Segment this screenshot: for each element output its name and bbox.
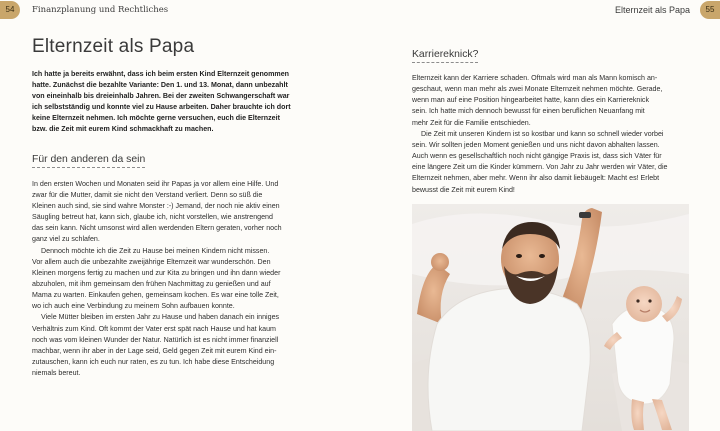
text-line: wo ich auch eine Verbindung zu meinem Sohn aufbauen konnte. xyxy=(32,302,235,311)
text-line: zwar für die Mutter, damit sie nicht den Verstand verliert. Denn so süß die xyxy=(32,190,263,199)
section-heading-right: Karriereknick? xyxy=(412,49,478,63)
text-line: keine Elternzeit nehmen. Ich möchte gerne versuchen, euch die Elternzeit xyxy=(32,114,280,123)
text-line: Vor allem auch die unbezahlte zweijährige Elternzeit war wunderschön. Den xyxy=(32,257,271,266)
right-running-head: Elternzeit als Papa xyxy=(614,5,690,15)
lead-paragraph xyxy=(32,69,308,136)
text-line: noch was vom kleinen Wunder der Natur. Natürlich ist es nicht immer finanziell xyxy=(32,335,279,344)
text-line: niemals bereut. xyxy=(32,369,81,378)
text-line: bzw. die Zeit mit eurem Kind schmackhaft zu machen. xyxy=(32,125,214,134)
text-line: Verhältnis zum Kind. Oft kommt der Vater erst spät nach Hause und hat kaum xyxy=(32,324,276,333)
father-eye-left xyxy=(516,254,522,258)
page-title: Elternzeit als Papa xyxy=(32,36,195,57)
body-paragraph-right-1 xyxy=(412,73,689,129)
text-line: geschaut, wenn man mehr als zwei Monate Elternzeit nehmen möchte. Gerade, xyxy=(412,85,663,94)
body-paragraph-3 xyxy=(32,312,308,379)
photo-illustration xyxy=(412,204,689,431)
father-eye-right xyxy=(539,254,545,258)
body-paragraph-1 xyxy=(32,179,308,246)
baby-eye-left xyxy=(636,299,639,302)
text-line: ich selbstständig und konnte viel zu Hause arbeiten. Daher brauchte ich dort xyxy=(32,103,291,112)
text-line: Säugling betreut hat, kann sich, glaube ich, nicht vorstellen, wie anstrengend xyxy=(32,213,273,222)
text-line: Kleinen auch sind, sie sind wahre Monster :-) Jemand, der noch nie aktiv einen xyxy=(32,201,280,210)
text-line: Auch wenn es gesellschaftlich noch nicht gängige Praxis ist, dass sich Väter für xyxy=(412,152,662,161)
text-line: Ich hatte ja bereits erwähnt, dass ich beim ersten Kind Elternzeit genommen xyxy=(32,70,290,78)
left-running-head: Finanzplanung und Rechtliches xyxy=(32,5,169,15)
baby-leg-left xyxy=(631,399,644,430)
left-page-content xyxy=(32,36,308,379)
text-line: abzuholen, mit ihm gemeinsam den frühen Nachmittag zu genießen und auf xyxy=(32,279,271,288)
baby-head xyxy=(626,286,662,322)
section-heading-left: Für den anderen da sein xyxy=(32,154,145,168)
text-line: bewusst die Zeit mit eurem Kind! xyxy=(412,185,515,194)
text-line: von eineinhalb bis dreieinhalb Jahren. Bei der zweiten Schwangerschaft war xyxy=(32,92,290,101)
right-page-content xyxy=(412,42,689,196)
text-line: Elternzeit nehmen, aber mehr. Wenn ihr also damit liebäugelt: Macht es! Erlebt xyxy=(412,174,660,183)
text-line: hatte. Zunächst die bezahlte Variante: Den 1. und 13. Monat, dann unbezahlt xyxy=(32,81,288,90)
text-line: Dennoch möchte ich die Zeit zu Hause bei meinen Kindern nicht missen. xyxy=(41,246,270,255)
body-paragraph-right-2 xyxy=(412,129,689,196)
right-page-number: 55 xyxy=(700,1,720,19)
text-line: Mama zu warten. Einkaufen gehen, gemeinsam kochen. Es war eine tolle Zeit, xyxy=(32,291,279,300)
text-line: sein. Ich hatte mich dennoch bewusst für einen beruflichen Neuanfang mit xyxy=(412,107,645,116)
text-line: eine längere Zeit um die Kinder kümmern. Von Jahr zu Jahr werden wir Väter, die xyxy=(412,163,668,172)
text-line: das sein kann. Nicht umsonst wird allen werdenden Eltern geraten, vorher noch xyxy=(32,224,282,233)
text-line: ganz viel zu schlafen. xyxy=(32,235,100,244)
text-line: Die Zeit mit unseren Kindern ist so kostbar und kann so schnell wieder vorbei xyxy=(421,129,664,138)
text-line: mehr Zeit für die Familie entschieden. xyxy=(412,118,531,127)
text-line: Elternzeit kann der Karriere schaden. Oftmals wird man als Mann komisch an- xyxy=(412,74,658,82)
father-left-fist xyxy=(431,253,449,271)
father-baby-photo xyxy=(412,204,689,431)
text-line: zutauschen, kann ich euch nur raten, es zu tun. Ich habe diese Entscheidung xyxy=(32,358,275,367)
body-paragraph-2 xyxy=(32,246,308,313)
wrist-band xyxy=(579,212,591,218)
text-line: machbar, wenn ihr aber in der Lage seid, Geld gegen Zeit mit eurem Kind ein- xyxy=(32,346,277,355)
text-line: Kleinen morgens fertig zu machen und zur Kita zu bringen und ihn dann wieder xyxy=(32,268,281,277)
text-line: sein. Wir sollten jeden Moment genießen und uns nicht davon abhalten lassen. xyxy=(412,140,660,149)
text-line: Viele Mütter bleiben im ersten Jahr zu Hause und haben danach ein inniges xyxy=(41,313,280,322)
left-page-number: 54 xyxy=(0,1,20,19)
text-line: wenn man auf eine Position hingearbeitet hatte, kann dies ein Karriereknick xyxy=(412,96,649,105)
text-line: In den ersten Wochen und Monaten seid ihr Papas ja vor allem eine Hilfe. Und xyxy=(32,179,279,188)
baby-eye-right xyxy=(648,299,651,302)
father-tshirt xyxy=(428,289,590,431)
